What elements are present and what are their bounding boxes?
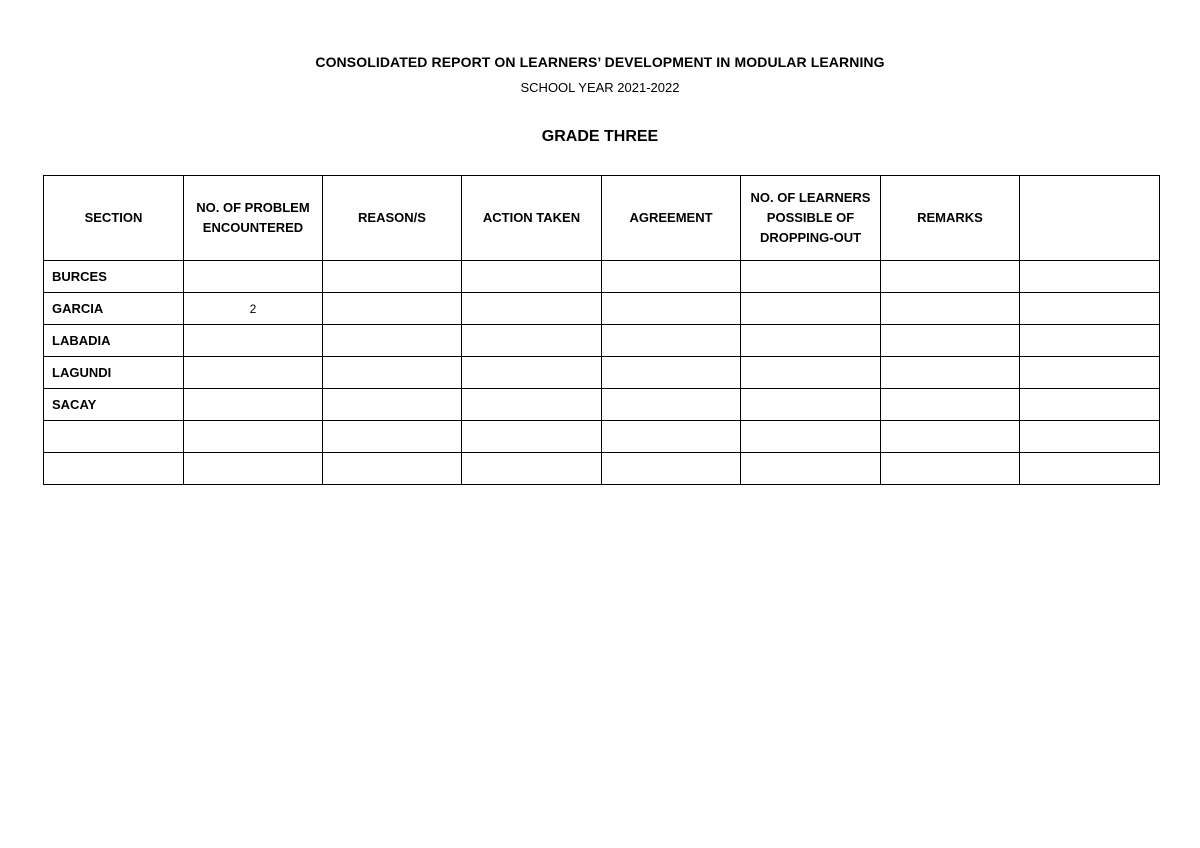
school-year: SCHOOL YEAR 2021-2022 (520, 80, 680, 95)
agreement-cell (602, 357, 741, 389)
action-cell (462, 293, 602, 325)
remarks-cell (881, 293, 1020, 325)
remarks-cell (881, 453, 1020, 485)
remarks-cell (881, 357, 1020, 389)
table-row (44, 261, 1160, 293)
remarks-cell (881, 421, 1020, 453)
dropout-cell (741, 261, 881, 293)
agreement-cell (602, 261, 741, 293)
table-row (44, 389, 1160, 421)
agreement-cell (602, 293, 741, 325)
action-cell (462, 453, 602, 485)
header-section: SECTION (44, 176, 184, 261)
agreement-cell (602, 325, 741, 357)
remarks-cell (881, 325, 1020, 357)
blank-cell (1020, 389, 1160, 421)
reasons-cell (323, 261, 462, 293)
dropout-cell (741, 389, 881, 421)
header-blank (1020, 176, 1160, 261)
problems-cell (184, 453, 323, 485)
reasons-cell (323, 357, 462, 389)
header-row (44, 176, 1160, 261)
reasons-cell (323, 453, 462, 485)
problems-cell (184, 325, 323, 357)
header-problems: NO. OF PROBLEM ENCOUNTERED (184, 176, 323, 261)
action-cell (462, 325, 602, 357)
problems-cell (184, 357, 323, 389)
reasons-cell (323, 389, 462, 421)
blank-cell (1020, 357, 1160, 389)
remarks-cell (881, 261, 1020, 293)
action-cell (462, 261, 602, 293)
section-cell: LAGUNDI (44, 357, 184, 389)
section-cell: GARCIA (44, 293, 184, 325)
reasons-cell (323, 293, 462, 325)
table-row (44, 421, 1160, 453)
dropout-cell (741, 453, 881, 485)
dropout-cell (741, 325, 881, 357)
agreement-cell (602, 421, 741, 453)
dropout-cell (741, 357, 881, 389)
grade-heading: GRADE THREE (541, 128, 659, 145)
agreement-cell (602, 453, 741, 485)
blank-cell (1020, 293, 1160, 325)
header-dropping-out: NO. OF LEARNERS POSSIBLE OF DROPPING-OUT (741, 176, 881, 261)
blank-cell (1020, 453, 1160, 485)
blank-cell (1020, 261, 1160, 293)
table-row (44, 453, 1160, 485)
remarks-cell (881, 389, 1020, 421)
dropout-cell (741, 293, 881, 325)
report-table (43, 175, 1160, 485)
dropout-cell (741, 421, 881, 453)
problems-cell (184, 261, 323, 293)
table-row (44, 357, 1160, 389)
header-agreement: AGREEMENT (602, 176, 741, 261)
reasons-cell (323, 325, 462, 357)
action-cell (462, 421, 602, 453)
table-row (44, 293, 1160, 325)
problems-cell (184, 389, 323, 421)
report-title: CONSOLIDATED REPORT ON LEARNERS’ DEVELOPMENT IN MODULAR LEARNING (315, 54, 885, 70)
header-action-taken: ACTION TAKEN (462, 176, 602, 261)
header-reasons: REASON/S (323, 176, 462, 261)
blank-cell (1020, 421, 1160, 453)
blank-cell (1020, 325, 1160, 357)
problems-cell (184, 421, 323, 453)
section-cell (44, 421, 184, 453)
action-cell (462, 389, 602, 421)
agreement-cell (602, 389, 741, 421)
reasons-cell (323, 421, 462, 453)
section-cell: SACAY (44, 389, 184, 421)
section-cell: LABADIA (44, 325, 184, 357)
header-remarks: REMARKS (881, 176, 1020, 261)
action-cell (462, 357, 602, 389)
problems-cell: 2 (184, 293, 323, 325)
section-cell (44, 453, 184, 485)
section-cell: BURCES (44, 261, 184, 293)
table-row (44, 325, 1160, 357)
